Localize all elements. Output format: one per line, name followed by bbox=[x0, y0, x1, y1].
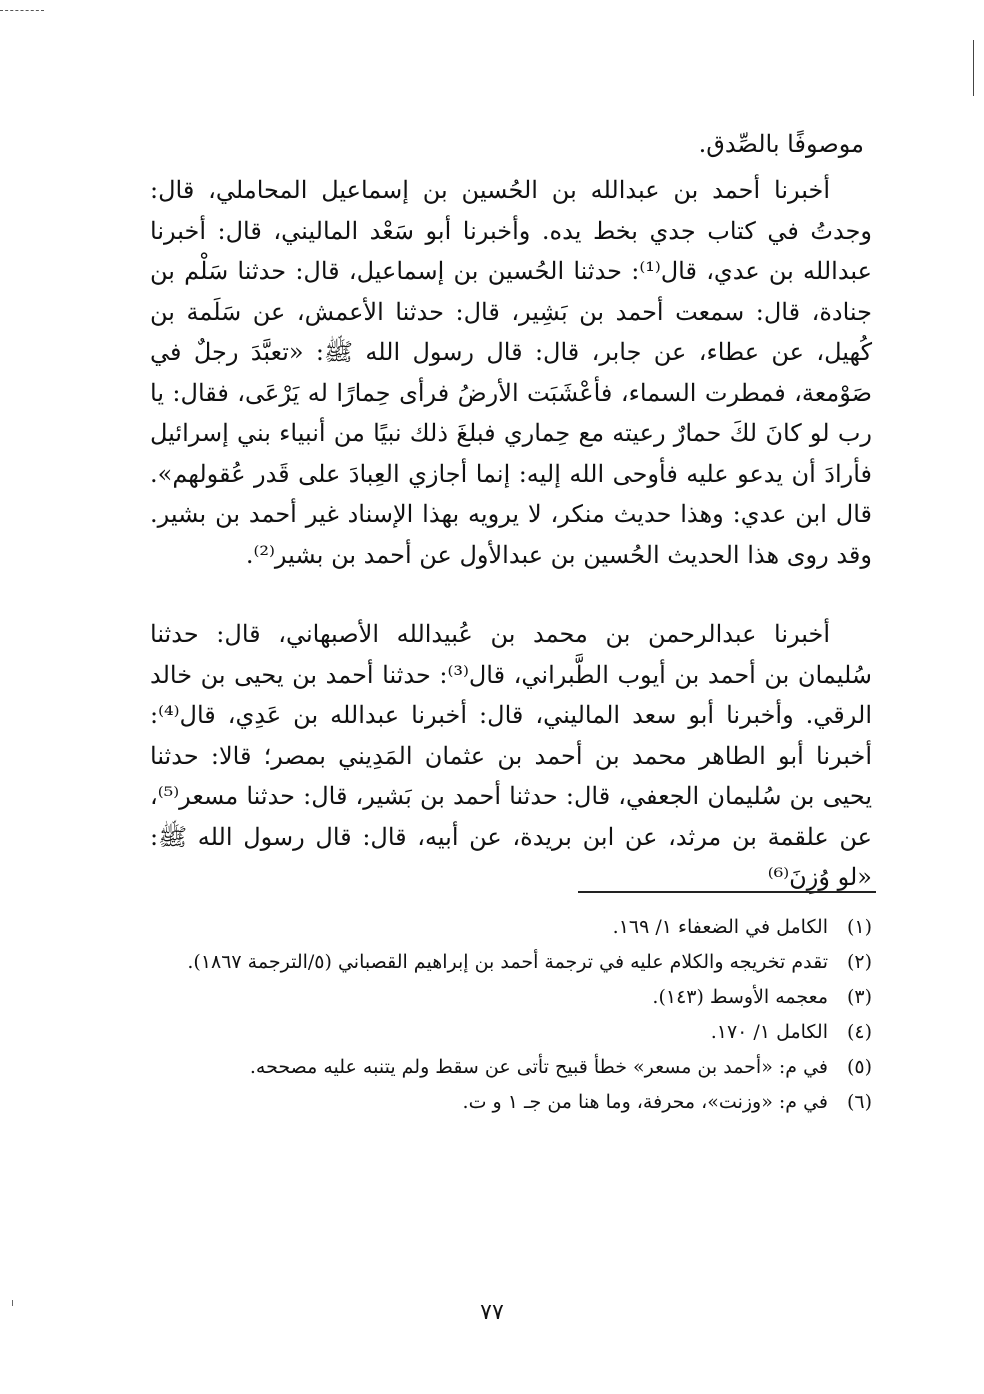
footnote-number: (٢) bbox=[846, 951, 872, 973]
footnote-item bbox=[170, 1085, 872, 1120]
footnote-text: الكامل ١/ ١٧٠. bbox=[710, 1021, 828, 1043]
intro-line: موصوفًا بالصِّدق. bbox=[698, 130, 864, 158]
footnote-number: (٣) bbox=[846, 986, 872, 1008]
footnote-number: (١) bbox=[846, 916, 872, 938]
footnote-text: في م: «أحمد بن مسعر» خطأ قبيح تأتى عن سقط ولم يتنبه عليه مصححه. bbox=[249, 1056, 828, 1078]
footnote-item bbox=[170, 910, 872, 945]
footnotes-list bbox=[170, 910, 872, 1120]
footnote-text: تقدم تخريجه والكلام عليه في ترجمة أحمد بن إبراهيم القصباني (٥/الترجمة ١٨٦٧). bbox=[187, 951, 828, 973]
scan-edge-mark bbox=[0, 10, 44, 11]
footnote-item bbox=[170, 945, 872, 980]
footnote-number: (٦) bbox=[846, 1091, 872, 1113]
body-paragraph-2: أخبرنا عبدالرحمن بن محمد بن عُبيدالله الأصبهاني، قال: حدثنا سُليمان بن أحمد بن أيوب الطَّبراني، قال⁽³⁾: حدثنا أحمد بن يحيى بن خالد الرقي. وأخبرنا أبو سعد الماليني، قال: أخبرنا عبدالله بن عَدِي، قال⁽⁴⁾: أخبرنا أبو الطاهر محمد بن أحمد بن عثمان المَدِيني بمصر؛ قالا: حدثنا يحيى بن سُليمان الجعفي، قال: حدثنا أحمد بن بَشير، قال: حدثنا مسعر⁽⁵⁾، عن علقمة بن مرثد، عن ابن بريدة، عن أبيه، قال: قال رسول الله ﷺ: «لو وُزِنَ⁽⁶⁾ bbox=[150, 620, 872, 891]
footnote-item bbox=[170, 980, 872, 1015]
footnote-text: في م: «وزنت»، محرفة، وما هنا من جـ ١ و ت. bbox=[462, 1091, 828, 1113]
footnote-text: معجمه الأوسط (١٤٣). bbox=[652, 986, 828, 1008]
footnote-item bbox=[170, 1050, 872, 1085]
footnote-text: الكامل في الضعفاء ١/ ١٦٩. bbox=[612, 916, 828, 938]
page-number: ٧٧ bbox=[480, 1300, 504, 1325]
footnote-number: (٥) bbox=[846, 1056, 872, 1078]
body-paragraph-1: أخبرنا أحمد بن عبدالله بن الحُسين بن إسماعيل المحاملي، قال: وجدتُ في كتاب جدي بخط يده. وأخبرنا أبو سَعْد الماليني، قال: أخبرنا عبدالله بن عدي، قال⁽¹⁾: حدثنا الحُسين بن إسماعيل، قال: حدثنا سَلْم بن جنادة، قال: سمعت أحمد بن بَشِير، قال: حدثنا الأعمش، عن سَلَمة بن كُهيل، عن عطاء، عن جابر، قال: قال رسول الله ﷺ: «تعبَّدَ رجلٌ في صَوْمعة، فمطرت السماء، فأعْشَبَت الأرضُ فرأى حِمارًا له يَرْعَى، فقال: يا رب لو كانَ لكَ حمارٌ رعيته مع حِماري فبلغَ ذلك نبيًا من أنبياء بني إسرائيل فأرادَ أن يدعو عليه فأوحى الله إليه: إنما أجازي العِبادَ على قَدر عُقولهم». قال ابن عدي: وهذا حديث منكر، لا يرويه بهذا الإسناد غير أحمد بن بشير. وقد روى هذا الحديث الحُسين بن عبدالأول عن أحمد بن بشير⁽²⁾. bbox=[150, 176, 872, 569]
scan-edge-mark bbox=[973, 40, 974, 96]
footnote-item bbox=[170, 1015, 872, 1050]
footnote-separator bbox=[578, 891, 876, 893]
footnote-number: (٤) bbox=[846, 1021, 872, 1043]
